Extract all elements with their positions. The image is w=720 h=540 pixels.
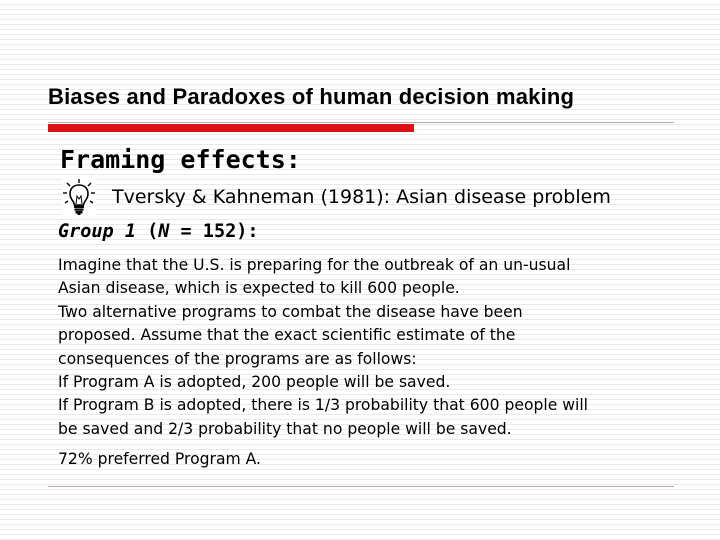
body-line: consequences of the programs are as follows: [58, 349, 417, 368]
result-text: 72% preferred Program A. [58, 450, 262, 468]
problem-description [58, 254, 698, 441]
title-accent-bar [48, 124, 414, 132]
group-n-symbol: N [158, 221, 170, 242]
slide-title: Biases and Paradoxes of human decision making [48, 84, 575, 109]
footer-rule [48, 486, 674, 487]
body-line: Imagine that the U.S. is preparing for the outbreak of an un-usual [58, 256, 571, 274]
body-line: proposed. Assume that the exact scientific estimate of the [58, 326, 516, 345]
body-line: If Program A is adopted, 200 people will be saved. [58, 373, 451, 392]
body-line: Two alternative programs to combat the disease have been [58, 302, 523, 321]
title-underline [48, 122, 674, 123]
body-line: If Program B is adopted, there is 1/3 probability that 600 people will [58, 396, 589, 415]
body-line: Asian disease, which is expected to kill 600 people. [58, 279, 460, 298]
group-label [58, 221, 259, 242]
group-open-paren: ( [147, 221, 159, 242]
citation-line: Tversky & Kahneman (1981): Asian disease problem [112, 186, 611, 208]
body-line: be saved and 2/3 probability that no people will be saved. [58, 419, 512, 438]
section-heading: Framing effects: [60, 145, 301, 174]
group-n-value: = 152): [180, 221, 259, 242]
group-name: Group 1 [58, 221, 136, 242]
lightbulb-icon [62, 178, 96, 216]
